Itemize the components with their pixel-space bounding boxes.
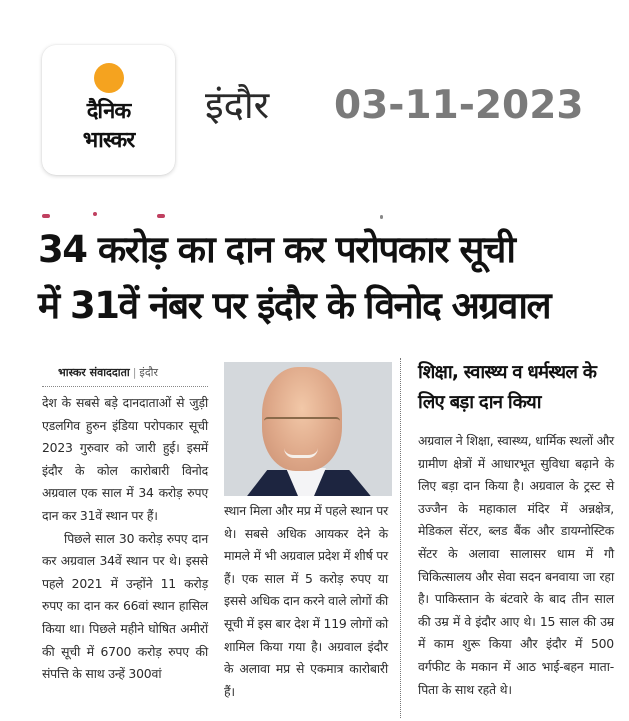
byline-divider [42, 386, 208, 387]
body-paragraph-3: स्थान मिला और मप्र में पहले स्थान पर थे। सबसे अधिक आयकर देने के मामले में भी अग्रवाल प्रदेश में शीर्ष पर हैं। एक साल में 5 करोड़ रुपए या इससे अधिक दान करने वाले लोगों की सूची में इस बार देश में 119 लोगों को शामिल किया गया है। अग्रवाल इंदौर के अलावा मप्र से एकमात्र कारोबारी हैं। [224, 503, 388, 699]
newspaper-header [0, 0, 629, 195]
body-paragraph-1: देश के सबसे बड़े दानदाताओं से जुड़ी एडलगिव हुरुन इंडिया परोपकार सूची 2023 गुरुवार को जारी हुई। इसमें इंदौर के कोल कारोबारी विनोद अग्रवाल एक साल में 34 करोड़ रुपए दान कर 31वें स्थान पर हैं। [42, 395, 208, 523]
photo-smile [284, 448, 318, 458]
headline-line-1: 34 करोड़ का दान कर परोपकार सूची [38, 228, 515, 271]
article-column-left [42, 392, 208, 686]
clipping-fragment [380, 215, 383, 219]
edition-city: इंदौर [205, 83, 270, 127]
clipping-remnants [0, 212, 629, 222]
clipping-fragment [157, 214, 165, 218]
byline-author: भास्कर संवाददाता [58, 366, 130, 379]
column-divider [400, 358, 401, 718]
body-paragraph-2: पिछले साल 30 करोड़ रुपए दान कर अग्रवाल 34वें स्थान पर थे। इससे पहले 2021 में उन्होंने 11 करोड़ रुपए का दान कर 66वां स्थान हासिल किया था। पिछले महीने घोषित अमीरों की सूची में 6700 करोड़ रुपए की संपत्ति के साथ उन्हें 300वां [42, 530, 208, 682]
article-headline [38, 222, 618, 334]
logo-brand-line2: भास्कर [82, 128, 135, 153]
byline-separator: | [132, 366, 137, 379]
byline-city: इंदौर [139, 366, 159, 379]
dainik-bhaskar-logo [42, 45, 175, 175]
clipping-fragment [42, 214, 50, 218]
edition-date: 03-11-2023 [334, 83, 584, 128]
logo-brand-line1: दैनिक [86, 99, 131, 124]
sidebar-paragraph: अग्रवाल ने शिक्षा, स्वास्थ्य, धार्मिक स्थलों और ग्रामीण क्षेत्रों में आधारभूत सुविधा बढ़ाने के लिए बड़ा दान किया है। अग्रवाल के ट्रस्ट से उज्जैन के महाकाल मंदिर में अन्नक्षेत्र, मेडिकल सेंटर, ब्लड बैंक और डायग्नोस्टिक सेंटर के अलावा सालासर धाम में गौ चिकित्सालय और सेवा सदन बनवाया जा रहा है। पाकिस्तान के बंटवारे के बाद तीन साल की उम्र में वे इंदौर आए थे। 15 साल की उम्र में काम शुरू किया और इंदौर में 500 वर्गफीट के मकान में आठ भाई-बहन माता-पिता के साथ रहते थे। [418, 433, 614, 697]
headline-line-2: में 31वें नंबर पर इंदौर के विनोद अग्रवाल [38, 284, 551, 327]
article-byline [58, 365, 208, 381]
sidebar-subheadline: शिक्षा, स्वास्थ्य व धर्मस्थल के लिए बड़ा दान किया [418, 362, 597, 413]
sun-icon [94, 63, 124, 93]
article-column-right [418, 430, 614, 701]
article-photo [224, 362, 392, 496]
article-column-middle [224, 500, 388, 703]
clipping-fragment [93, 212, 97, 216]
photo-glasses [264, 417, 340, 427]
